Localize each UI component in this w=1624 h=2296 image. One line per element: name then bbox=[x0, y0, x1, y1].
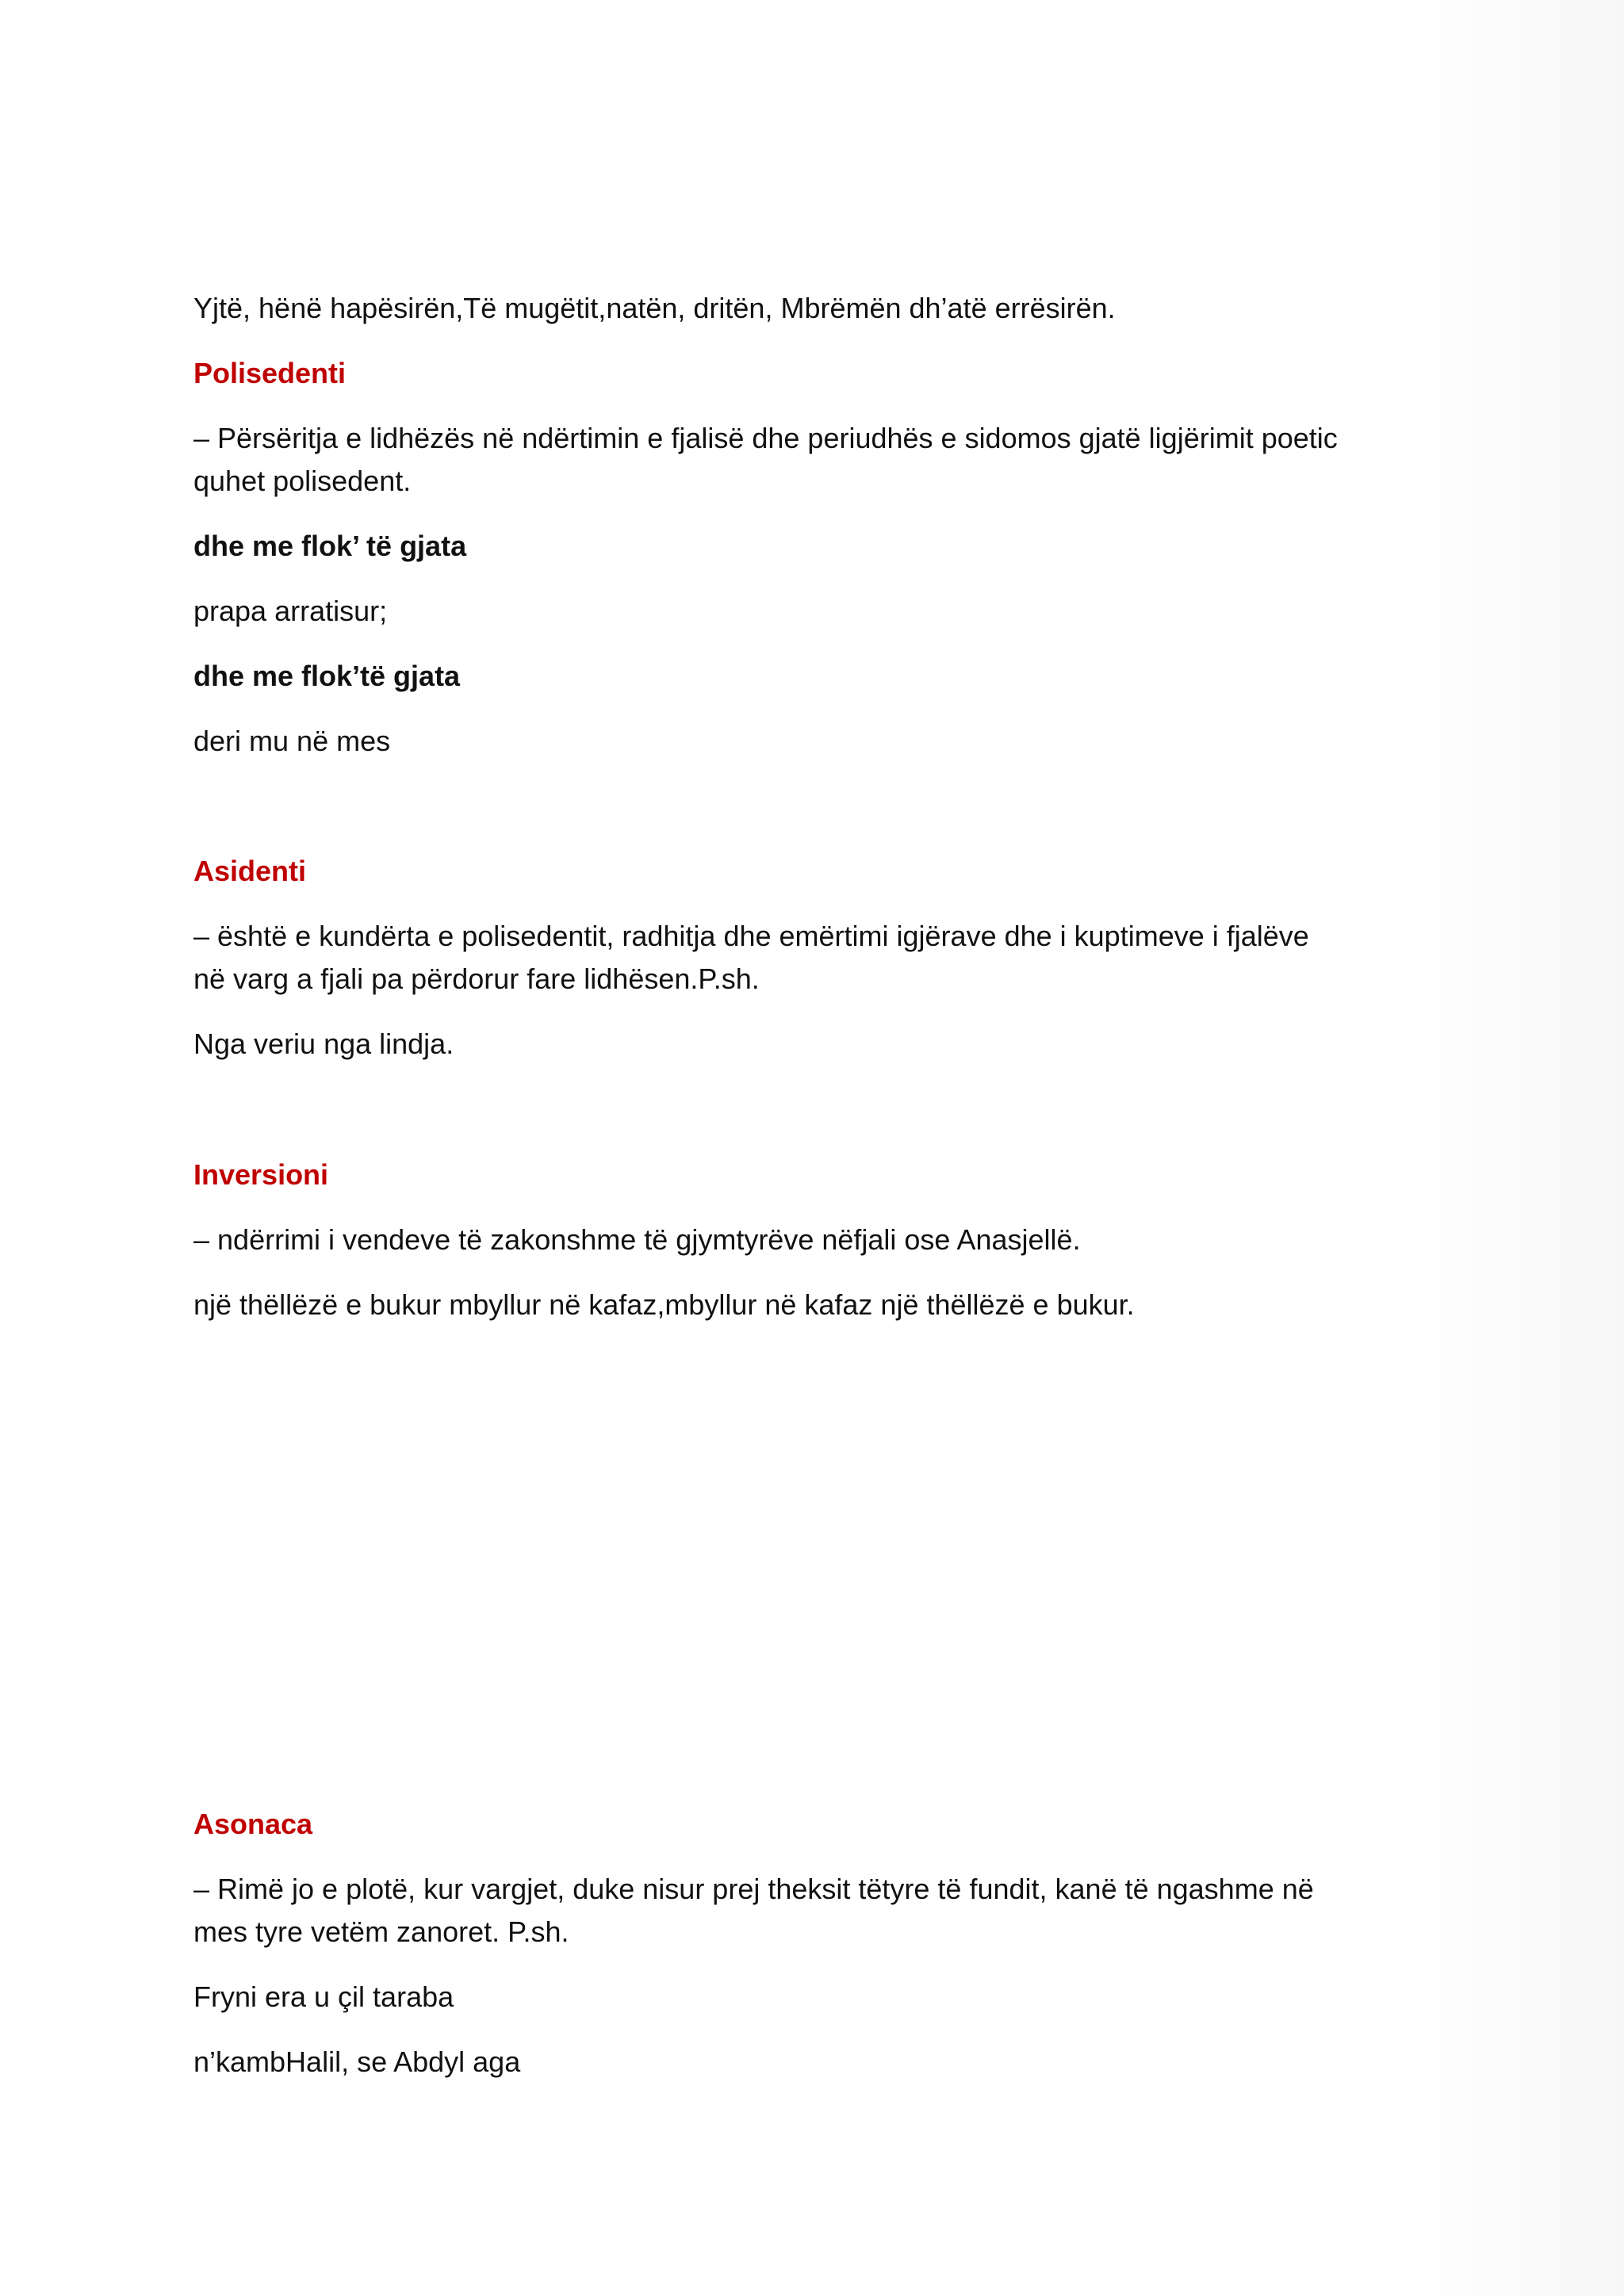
asonaca-definition-line-1: – Rimë jo e plotë, kur vargjet, duke nisur prej theksit tëtyre të fundit, kanë të ngashme në bbox=[193, 1873, 1314, 1905]
polisedenti-definition-line-2: quhet polisedent. bbox=[193, 465, 412, 497]
asonaca-example-1: Fryni era u çil taraba bbox=[193, 1980, 454, 2013]
asidenti-example-1: Nga veriu nga lindja. bbox=[193, 1027, 454, 1060]
section-heading-inversioni: Inversioni bbox=[193, 1158, 329, 1191]
asonaca-definition-line-2: mes tyre vetëm zanoret. P.sh. bbox=[193, 1915, 569, 1948]
section-heading-asonaca: Asonaca bbox=[193, 1808, 313, 1840]
asonaca-example-2: n’kambHalil, se Abdyl aga bbox=[193, 2045, 521, 2078]
polisedenti-example-4: deri mu në mes bbox=[193, 725, 391, 757]
polisedenti-example-3: dhe me flok’të gjata bbox=[193, 660, 461, 692]
asidenti-definition-line-2: në varg a fjali pa përdorur fare lidhësen.P.sh. bbox=[193, 962, 760, 995]
section-heading-asidenti: Asidenti bbox=[193, 855, 307, 887]
intro-line: Yjtë, hënë hapësirën,Të mugëtit,natën, dritën, Mbrëmën dh’atë errësirën. bbox=[193, 292, 1116, 324]
inversioni-example-1: një thëllëzë e bukur mbyllur në kafaz,mbyllur në kafaz një thëllëzë e bukur. bbox=[193, 1288, 1135, 1321]
polisedenti-example-2: prapa arratisur; bbox=[193, 595, 388, 627]
asidenti-definition-line-1: – është e kundërta e polisedentit, radhitja dhe emërtimi igjërave dhe i kuptimeve i fjalëve bbox=[193, 920, 1309, 952]
polisedenti-definition-line-1: – Përsëritja e lidhëzës në ndërtimin e fjalisë dhe periudhës e sidomos gjatë ligjërimit poetic bbox=[193, 422, 1338, 454]
inversioni-definition-line-1: – ndërrimi i vendeve të zakonshme të gjymtyrëve nëfjali ose Anasjellë. bbox=[193, 1223, 1081, 1256]
polisedenti-example-1: dhe me flok’ të gjata bbox=[193, 530, 467, 562]
section-heading-polisedenti: Polisedenti bbox=[193, 357, 347, 389]
